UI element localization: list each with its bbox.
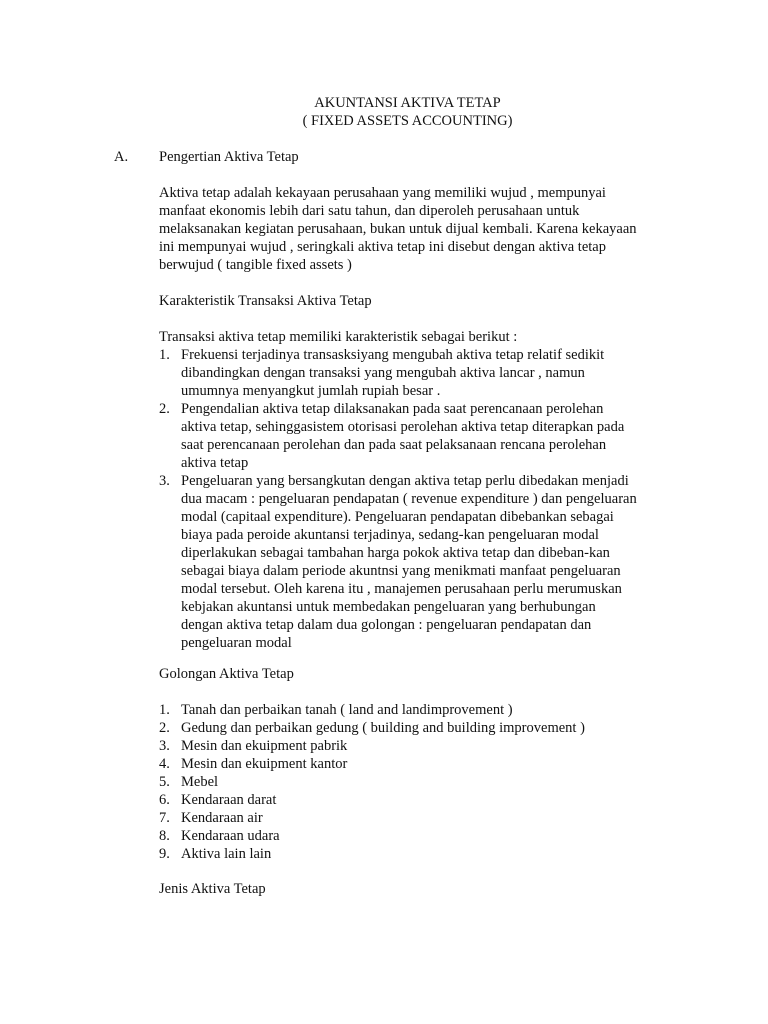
- list-item-line: modal (capitaal expenditure). Pengeluaran pendapatan dibebankan sebagai: [181, 509, 614, 525]
- title-line-1: AKUNTANSI AKTIVA TETAP: [314, 95, 501, 111]
- list-item-line: Pengeluaran yang bersangkutan dengan aktiva tetap perlu dibedakan menjadi: [181, 473, 629, 489]
- list-number: 3.: [159, 473, 170, 489]
- list-item-line: umumnya menyangkut jumlah rupiah besar .: [181, 383, 441, 399]
- list-item-text: Gedung dan perbaikan gedung ( building and building improvement ): [181, 720, 585, 736]
- list-item-line: dibandingkan dengan transaksi yang mengubah aktiva lancar , namun: [181, 365, 585, 381]
- golongan-item: [159, 755, 659, 773]
- karakteristik-heading: Karakteristik Transaksi Aktiva Tetap: [159, 293, 372, 309]
- list-number: 5.: [159, 774, 170, 790]
- section-heading-text: Pengertian Aktiva Tetap: [159, 149, 299, 165]
- list-item-line: aktiva tetap: [181, 455, 249, 471]
- golongan-item: [159, 737, 659, 755]
- paragraph-line: ini mempunyai wujud , seringkali aktiva tetap ini disebut dengan aktiva tetap: [159, 239, 606, 255]
- paragraph-line: Aktiva tetap adalah kekayaan perusahaan yang memiliki wujud , mempunyai: [159, 185, 606, 201]
- list-item-text: Mebel: [181, 774, 219, 790]
- section-a-heading: [114, 148, 299, 166]
- list-item-line: Pengendalian aktiva tetap dilaksanakan pada saat perencanaan perolehan: [181, 401, 604, 417]
- intro-paragraph: [159, 184, 659, 274]
- list-item-line: dua macam : pengeluaran pendapatan ( revenue expenditure ) dan pengeluaran: [181, 491, 637, 507]
- list-item-line: biaya pada peroide akuntansi terjadinya, sedang-kan pengeluaran modal: [181, 527, 599, 543]
- section-letter: A.: [114, 149, 129, 165]
- list-number: 8.: [159, 828, 170, 844]
- list-number: 6.: [159, 792, 170, 808]
- list-item-line: diperlakukan sebagai tambahan harga pokok aktiva tetap dan dibeban-kan: [181, 545, 610, 561]
- karakteristik-list: [159, 346, 659, 652]
- title-line-2: ( FIXED ASSETS ACCOUNTING): [302, 113, 513, 129]
- golongan-item: [159, 719, 659, 737]
- list-number: 1.: [159, 702, 170, 718]
- list-number: 1.: [159, 347, 170, 363]
- golongan-item: [159, 845, 659, 863]
- list-item-text: Kendaraan udara: [181, 828, 280, 844]
- list-item-line: kebjakan akuntansi untuk membedakan pengeluaran yang berhubungan: [181, 599, 596, 615]
- list-item-line: modal tersebut. Oleh karena itu , manajemen perusahaan perlu merumuskan: [181, 581, 622, 597]
- list-item-text: Tanah dan perbaikan tanah ( land and landimprovement ): [181, 702, 513, 718]
- list-item-text: Mesin dan ekuipment kantor: [181, 756, 348, 772]
- karakteristik-lead: Transaksi aktiva tetap memiliki karakteristik sebagai berikut :: [159, 329, 518, 345]
- karakteristik-item: [159, 400, 659, 472]
- golongan-item: [159, 701, 659, 719]
- golongan-item: [159, 827, 659, 845]
- list-item-text: Aktiva lain lain: [181, 846, 272, 862]
- golongan-list: [159, 701, 659, 863]
- list-item-line: aktiva tetap, sehinggasistem otorisasi perolehan aktiva tetap diterapkan pada: [181, 419, 625, 435]
- list-item-line: pengeluaran modal: [181, 635, 292, 651]
- jenis-heading: Jenis Aktiva Tetap: [159, 881, 266, 897]
- document-title: [0, 94, 768, 130]
- list-item-line: saat perencanaan perolehan dan pada saat pelaksanaan rencana perolehan: [181, 437, 607, 453]
- list-item-text: Mesin dan ekuipment pabrik: [181, 738, 348, 754]
- list-number: 2.: [159, 401, 170, 417]
- karakteristik-item: [159, 472, 659, 652]
- list-item-text: Kendaraan air: [181, 810, 263, 826]
- list-item-line: sebagai biaya dalam periode akuntnsi yang menikmati manfaat pengeluaran: [181, 563, 621, 579]
- list-number: 2.: [159, 720, 170, 736]
- list-item-text: Kendaraan darat: [181, 792, 277, 808]
- karakteristik-item: [159, 346, 659, 400]
- list-number: 4.: [159, 756, 170, 772]
- list-number: 9.: [159, 846, 170, 862]
- paragraph-line: berwujud ( tangible fixed assets ): [159, 257, 352, 273]
- golongan-heading: Golongan Aktiva Tetap: [159, 666, 294, 682]
- list-number: 3.: [159, 738, 170, 754]
- paragraph-line: manfaat ekonomis lebih dari satu tahun, dan diperoleh perusahaan untuk: [159, 203, 580, 219]
- golongan-item: [159, 791, 659, 809]
- golongan-item: [159, 809, 659, 827]
- list-item-line: dengan aktiva tetap dalam dua golongan : pengeluaran pendapatan dan: [181, 617, 592, 633]
- paragraph-line: melaksanakan kegiatan perusahaan, bukan untuk dijual kembali. Karena kekayaan: [159, 221, 637, 237]
- golongan-item: [159, 773, 659, 791]
- list-number: 7.: [159, 810, 170, 826]
- list-item-line: Frekuensi terjadinya transasksiyang mengubah aktiva tetap relatif sedikit: [181, 347, 605, 363]
